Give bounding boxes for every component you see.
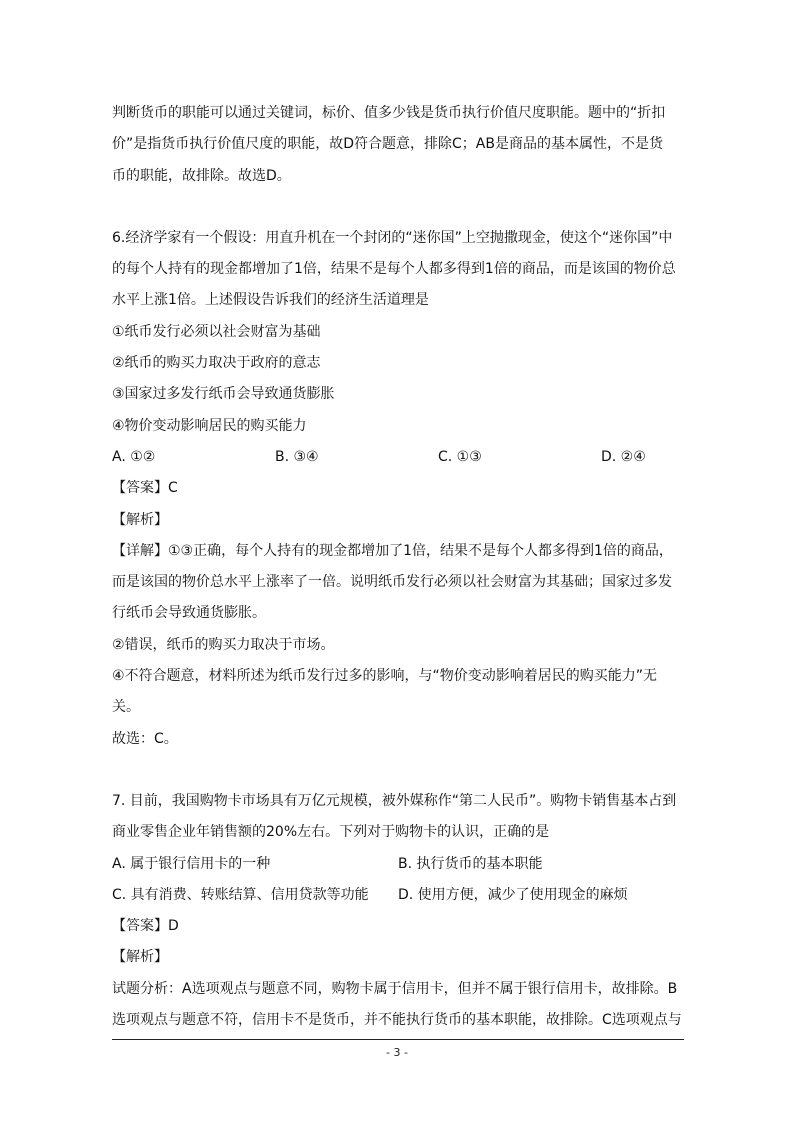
detail-line: 【详解】①③正确，每个人持有的现金都增加了1倍，结果不是每个人都多得到1倍的商品， [112,542,673,559]
detail-line: 行纸币会导致通货膨胀。 [112,605,266,622]
analysis-line: 选项观点与题意不符，信用卡不是货币，并不能执行货币的基本职能，故排除。C选项观点与 [112,1012,682,1029]
detail-line: 关。 [112,699,140,716]
page-content [112,98,684,1036]
option-c: C. 具有消费、转账结算、信用贷款等功能 [112,886,369,903]
option-b: B. ③④ [275,448,319,465]
question-stem-line: 水平上涨1倍。上述假设告诉我们的经济生活道理是 [112,292,429,309]
answer-options [112,442,684,473]
option-a: A. ①② [112,448,156,465]
question-stem-line: 的每个人持有的现金都增加了1倍，结果不是每个人都多得到1倍的商品，而是该国的物价总 [112,261,676,278]
question-stem-line: 7. 目前，我国购物卡市场具有万亿元规模，被外媒称作“第二人民币”。购物卡销售基本占到 [112,792,677,809]
statement: ③国家过多发行纸币会导致通货膨胀 [112,386,335,403]
analysis-label: 【解析】 [112,511,168,528]
question-6 [112,223,684,755]
spacer [112,192,684,223]
option-b: B. 执行货币的基本职能 [398,855,543,872]
statement: ①纸币发行必须以社会财富为基础 [112,323,321,340]
statement: ②纸币的购买力取决于政府的意志 [112,355,321,372]
detail-line: 故选：C。 [112,730,178,747]
text-line: 币的职能，故排除。故选D。 [112,167,291,184]
question-7 [112,786,684,1036]
analysis-line: 试题分析：A选项观点与题意不同，购物卡属于信用卡，但并不属于银行信用卡，故排除。B [112,980,678,997]
option-d: D. 使用方便，减少了使用现金的麻烦 [398,886,628,903]
footer-divider [112,1039,684,1040]
analysis-label: 【解析】 [112,949,168,966]
spacer [112,755,684,786]
text-line: 判断货币的职能可以通过关键词，标价、值多少钱是货币执行价值尺度职能。题中的“折扣 [112,105,666,121]
previous-answer-continuation [112,98,684,192]
question-stem-line: 6.经济学家有一个假设：用直升机在一个封闭的“迷你国”上空抛撒现金，使这个“迷你国”中 [112,229,673,246]
question-stem-line: 商业零售企业年销售额的20%左右。下列对于购物卡的认识，正确的是 [112,824,550,841]
statement: ④物价变动影响居民的购买能力 [112,417,307,434]
answer-options-row-2 [112,880,684,911]
detail-line: ④不符合题意，材料所述为纸币发行过多的影响，与“物价变动影响着居民的购买能力”无 [112,668,658,685]
option-a: A. 属于银行信用卡的一种 [112,855,271,872]
option-d: D. ②④ [601,448,646,465]
detail-line: 而是该国的物价总水平上涨率了一倍。说明纸币发行必须以社会财富为其基础；国家过多发 [112,574,672,591]
answer-label: 【答案】C [112,480,178,497]
text-line: 价”是指货币执行价值尺度的职能，故D符合题意，排除C；AB是商品的基本属性，不是货 [112,136,663,153]
option-c: C. ①③ [438,448,482,465]
answer-label: 【答案】D [112,918,179,935]
page-number: - 3 - [386,1046,408,1059]
answer-options-row-1 [112,849,684,880]
detail-line: ②错误，纸币的购买力取决于市场。 [112,636,335,653]
